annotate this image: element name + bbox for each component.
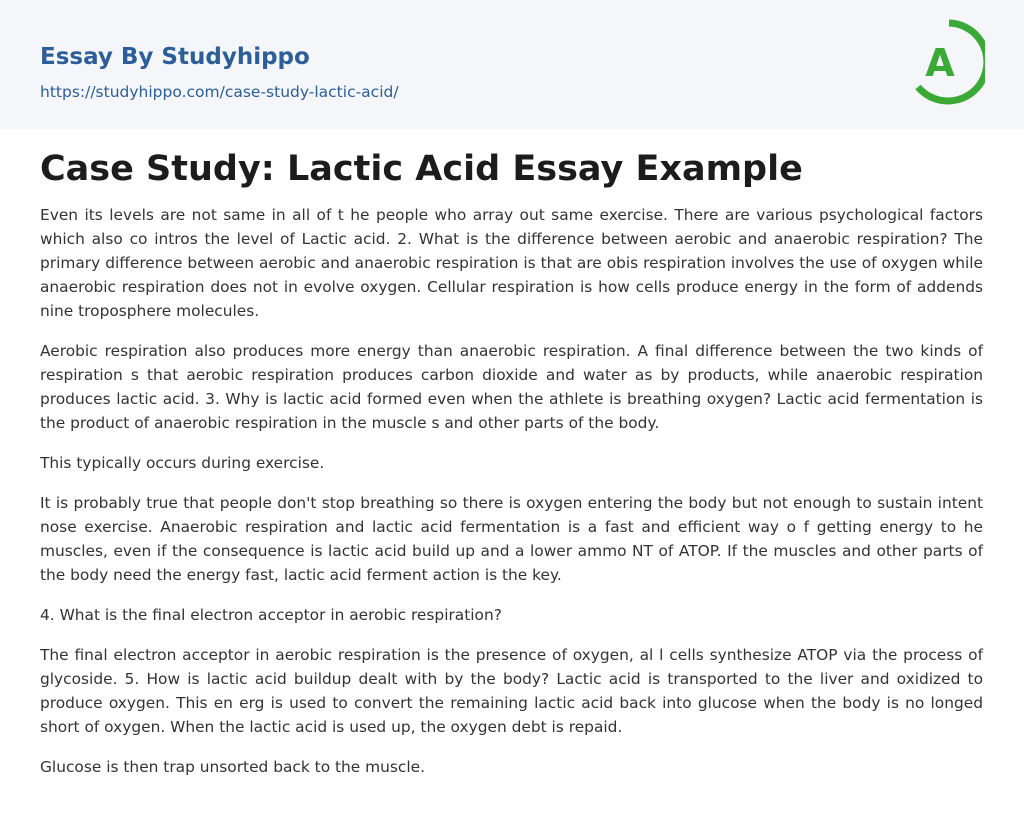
essay-paragraph: The final electron acceptor in aerobic respiration is the presence of oxygen, al l cells synthesize ATOP via the process of glycoside. 5. How is lactic acid buildup dealt with by the body? Lactic acid is transported to the liver and oxidized to produce oxygen. This en erg is used to convert the remaining lactic acid back into glucose when the body is no longed short of oxygen. When the lactic acid is used up, the oxygen debt is repaid. (40, 646, 983, 736)
studyhippo-logo-icon[interactable] (913, 19, 985, 105)
article (0, 147, 1024, 779)
site-header (0, 0, 1024, 129)
essay-paragraph: Glucose is then trap unsorted back to the muscle. (40, 758, 426, 776)
essay-paragraph: 4. What is the final electron acceptor in aerobic respiration? (40, 606, 502, 624)
site-brand[interactable]: Essay By Studyhippo (40, 44, 310, 70)
essay-paragraph: Aerobic respiration also produces more energy than anaerobic respiration. A final difference between the two kinds of respiration s that aerobic respiration produces carbon dioxide and water as by products, while anaerobic respiration produces lactic acid. 3. Why is lactic acid formed even when the athlete is breathing oxygen? Lactic acid fermentation is the product of anaerobic respiration in the muscle s and other parts of the body. (40, 342, 983, 432)
essay-paragraph: It is probably true that people don't stop breathing so there is oxygen entering the body but not enough to sustain intent nose exercise. Anaerobic respiration and lactic acid fermentation is a fast and efficient way o f getting energy to he muscles, even if the consequence is lactic acid build up and a lower ammo NT of ATOP. If the muscles and other parts of the body need the energy fast, lactic acid ferment action is the key. (40, 494, 983, 584)
essay-paragraph: This typically occurs during exercise. (40, 454, 325, 472)
essay-paragraph: Even its levels are not same in all of t he people who array out same exercise. There are various psychological factors which also co intros the level of Lactic acid. 2. What is the difference between aerobic and anaerobic respiration? The primary difference between aerobic and anaerobic respiration is that are obis respiration involves the use of oxygen while anaerobic respiration does not in evolve oxygen. Cellular respiration is how cells produce energy in the form of addends nine troposphere molecules. (40, 206, 983, 320)
page-title: Case Study: Lactic Acid Essay Example (40, 149, 803, 189)
page-url-link[interactable]: https://studyhippo.com/case-study-lactic-acid/ (40, 83, 399, 101)
logo-letter: A (925, 41, 955, 85)
